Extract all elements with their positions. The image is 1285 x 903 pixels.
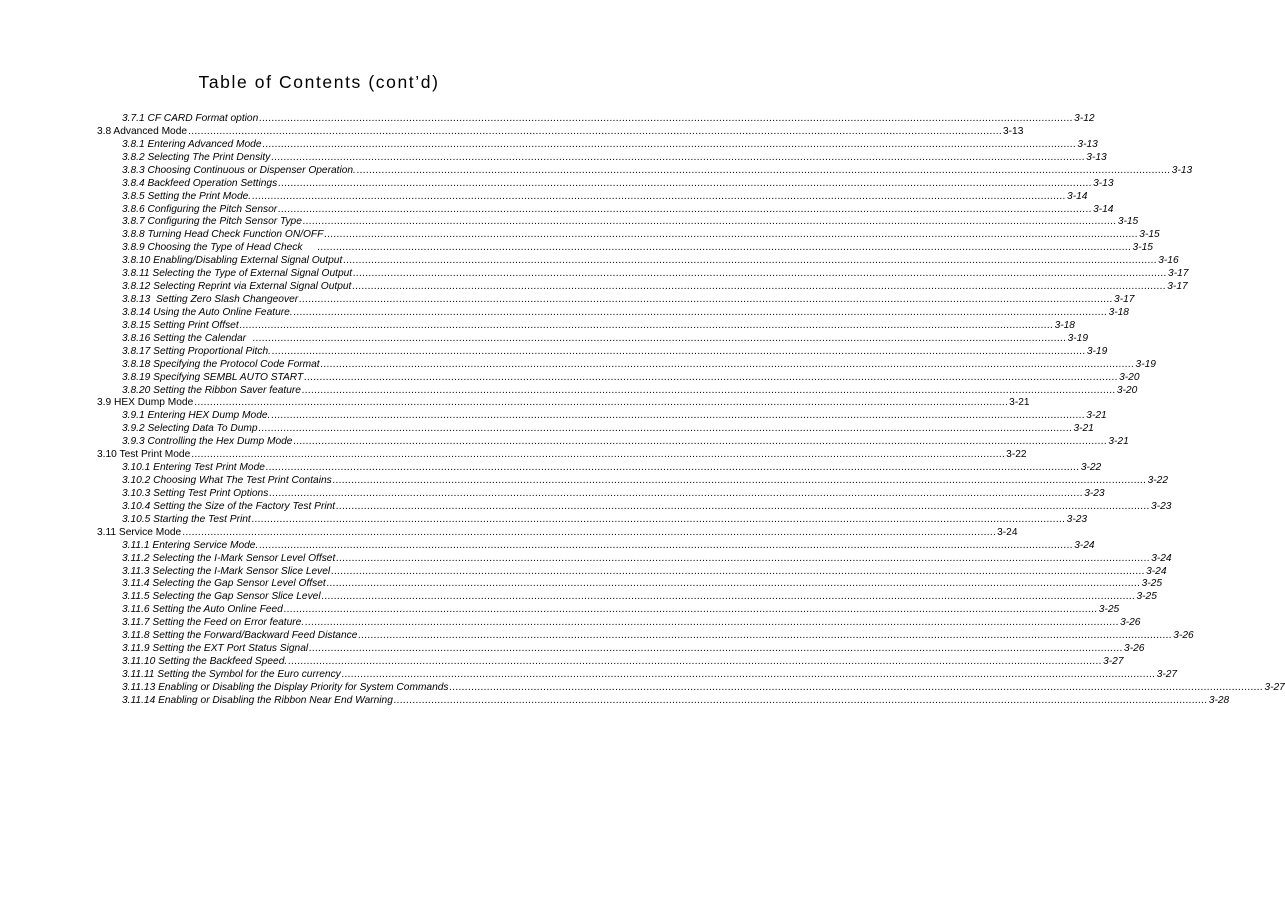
toc-dot-leader: .................................................................................................................................................................................................................................................................... bbox=[352, 281, 1167, 293]
toc-entry-title: 3.10.3 Setting Test Print Options bbox=[122, 487, 269, 499]
toc-entry-page: 3-19 bbox=[1067, 332, 1088, 344]
toc-subsection-entry[interactable] bbox=[122, 371, 1140, 384]
toc-entry-page: 3-26 bbox=[1124, 643, 1145, 655]
toc-subsection-entry[interactable] bbox=[122, 267, 1189, 280]
toc-entry-page: 3-13 bbox=[1086, 151, 1107, 163]
toc-subsection-entry[interactable] bbox=[122, 112, 1095, 125]
toc-dot-leader: .................................................................................................................................................................................................................................................................... bbox=[188, 125, 1002, 137]
toc-dot-leader: .................................................................................................................................................................................................................................................................... bbox=[358, 630, 1173, 642]
toc-entry-title: 3.8.3 Choosing Continuous or Dispenser Operation. bbox=[122, 164, 356, 176]
toc-entry-title: 3.11.1 Entering Service Mode. bbox=[122, 539, 259, 551]
toc-entry-title: 3.8.12 Selecting Reprint via External Signal Output bbox=[122, 281, 352, 293]
toc-subsection-entry[interactable] bbox=[122, 164, 1193, 177]
toc-entry-page: 3-27 bbox=[1264, 681, 1285, 693]
toc-dot-leader: .................................................................................................................................................................................................................................................................... bbox=[343, 255, 1158, 267]
toc-entry-title: 3.11.6 Setting the Auto Online Feed bbox=[122, 604, 283, 616]
toc-subsection-entry[interactable] bbox=[122, 577, 1162, 590]
toc-section-entry[interactable] bbox=[97, 396, 1030, 409]
toc-section-entry[interactable] bbox=[97, 448, 1027, 461]
toc-entry-page: 3-27 bbox=[1156, 668, 1178, 680]
toc-entry-title: 3.11.5 Selecting the Gap Sensor Slice Level bbox=[122, 591, 321, 603]
toc-subsection-entry[interactable] bbox=[122, 332, 1088, 345]
toc-entry-page: 3-24 bbox=[1074, 539, 1095, 551]
toc-entry-page: 3-23 bbox=[1151, 500, 1172, 512]
toc-dot-leader: .................................................................................................................................................................................................................................................................... bbox=[239, 319, 1054, 331]
toc-subsection-entry[interactable] bbox=[122, 629, 1194, 642]
toc-entry-title: 3.10.4 Setting the Size of the Factory Test Print bbox=[122, 500, 336, 512]
toc-subsection-entry[interactable] bbox=[122, 552, 1172, 565]
toc-entry-page: 3-22 bbox=[1006, 449, 1027, 461]
toc-subsection-entry[interactable] bbox=[122, 228, 1160, 241]
toc-entry-page: 3-26 bbox=[1120, 617, 1141, 629]
toc-dot-leader: .................................................................................................................................................................................................................................................................... bbox=[278, 177, 1093, 189]
toc-entry-page: 3-20 bbox=[1119, 371, 1140, 383]
toc-entry-page: 3-15 bbox=[1139, 229, 1160, 241]
toc-entry-title: 3.11.4 Selecting the Gap Sensor Level Offset bbox=[122, 578, 326, 590]
toc-entry-title: 3.8.11 Selecting the Type of External Signal Output bbox=[122, 268, 353, 280]
toc-entry-page: 3-21 bbox=[1073, 423, 1094, 435]
toc-subsection-entry[interactable] bbox=[122, 190, 1088, 203]
toc-subsection-entry[interactable] bbox=[122, 539, 1095, 552]
toc-entry-title: 3.9 HEX Dump Mode bbox=[97, 397, 194, 409]
toc-subsection-entry[interactable] bbox=[122, 422, 1094, 435]
toc-entry-title: 3.8.13 Setting Zero Slash Changeover bbox=[122, 294, 299, 306]
toc-entry-title: 3.11.3 Selecting the I-Mark Sensor Slice Level bbox=[122, 565, 331, 577]
toc-subsection-entry[interactable] bbox=[122, 203, 1114, 216]
toc-subsection-entry[interactable] bbox=[122, 474, 1169, 487]
toc-subsection-entry[interactable] bbox=[122, 616, 1141, 629]
toc-subsection-entry[interactable] bbox=[122, 655, 1124, 668]
toc-entry-title: 3.8.8 Turning Head Check Function ON/OFF bbox=[122, 229, 324, 241]
toc-dot-leader: .................................................................................................................................................................................................................................................................... bbox=[393, 694, 1208, 706]
toc-dot-leader: .................................................................................................................................................................................................................................................................... bbox=[271, 410, 1086, 422]
toc-entry-title: 3.11.7 Setting the Feed on Error feature. bbox=[122, 617, 305, 629]
toc-section-entry[interactable] bbox=[97, 526, 1018, 539]
toc-entry-page: 3-26 bbox=[1173, 630, 1194, 642]
toc-entry-title: 3.10 Test Print Mode bbox=[97, 449, 191, 461]
toc-subsection-entry[interactable] bbox=[122, 590, 1157, 603]
toc-entry-page: 3-14 bbox=[1067, 190, 1088, 202]
toc-entry-page: 3-23 bbox=[1066, 513, 1088, 525]
toc-dot-leader: .................................................................................................................................................................................................................................................................... bbox=[336, 500, 1151, 512]
toc-dot-leader: .................................................................................................................................................................................................................................................................... bbox=[259, 113, 1074, 124]
toc-dot-leader: .................................................................................................................................................................................................................................................................... bbox=[288, 656, 1103, 668]
toc-entry-title: 3.11.13 Enabling or Disabling the Display Priority for System Commands bbox=[122, 681, 449, 693]
toc-dot-leader: .................................................................................................................................................................................................................................................................... bbox=[356, 164, 1171, 176]
toc-entry-page: 3-21 bbox=[1108, 436, 1129, 448]
toc-dot-leader: .................................................................................................................................................................................................................................................................... bbox=[265, 462, 1080, 474]
toc-dot-leader: .................................................................................................................................................................................................................................................................... bbox=[341, 668, 1156, 680]
toc-entry-title: 3.10.5 Starting the Test Print bbox=[122, 513, 251, 525]
toc-dot-leader: .................................................................................................................................................................................................................................................................... bbox=[182, 526, 997, 538]
page-title: Table of Contents (cont’d) bbox=[198, 72, 440, 92]
toc-subsection-entry[interactable] bbox=[122, 409, 1107, 422]
toc-dot-leader: .................................................................................................................................................................................................................................................................... bbox=[304, 371, 1119, 383]
toc-entry-page: 3-22 bbox=[1147, 475, 1169, 487]
toc-entry-page: 3-17 bbox=[1168, 268, 1189, 280]
toc-subsection-entry[interactable] bbox=[122, 487, 1105, 500]
toc-dot-leader: .................................................................................................................................................................................................................................................................... bbox=[252, 190, 1067, 202]
toc-entry-page: 3-16 bbox=[1158, 255, 1179, 267]
toc-dot-leader: .................................................................................................................................................................................................................................................................... bbox=[320, 358, 1135, 370]
toc-entry-title: 3.9.3 Controlling the Hex Dump Mode bbox=[122, 436, 293, 448]
toc-entry-title: 3.8.16 Setting the Calendar bbox=[122, 332, 252, 344]
toc-entry-title: 3.8.7 Configuring the Pitch Sensor Type bbox=[122, 216, 302, 228]
toc-subsection-entry[interactable] bbox=[122, 384, 1138, 397]
toc-entry-page: 3-14 bbox=[1093, 203, 1114, 215]
toc-dot-leader: .................................................................................................................................................................................................................................................................... bbox=[191, 449, 1006, 461]
toc-dot-leader: .................................................................................................................................................................................................................................................................... bbox=[271, 151, 1086, 163]
toc-entry-title: 3.8.5 Setting the Print Mode. bbox=[122, 190, 252, 202]
toc-dot-leader: .................................................................................................................................................................................................................................................................... bbox=[332, 475, 1147, 487]
toc-subsection-entry[interactable] bbox=[122, 151, 1107, 164]
toc-entry-title: 3.8.14 Using the Auto Online Feature. bbox=[122, 306, 293, 318]
toc-subsection-entry[interactable] bbox=[122, 565, 1167, 578]
toc-entry-page: 3-15 bbox=[1117, 216, 1139, 228]
toc-entry-page: 3-27 bbox=[1103, 656, 1124, 668]
toc-subsection-entry[interactable] bbox=[122, 642, 1145, 655]
toc-subsection-entry[interactable] bbox=[122, 513, 1088, 526]
toc-dot-leader: .................................................................................................................................................................................................................................................................... bbox=[326, 578, 1141, 590]
toc-subsection-entry[interactable] bbox=[122, 461, 1102, 474]
toc-section-entry[interactable] bbox=[97, 125, 1024, 138]
toc-dot-leader: .................................................................................................................................................................................................................................................................... bbox=[293, 306, 1108, 318]
toc-entry-page: 3-12 bbox=[1074, 113, 1095, 124]
toc-subsection-entry[interactable] bbox=[122, 345, 1108, 358]
toc-entry-title: 3.8.17 Setting Proportional Pitch. bbox=[122, 345, 271, 357]
toc-entry-page: 3-21 bbox=[1009, 397, 1030, 409]
toc-entry-page: 3-17 bbox=[1167, 281, 1188, 293]
toc-dot-leader: .................................................................................................................................................................................................................................................................... bbox=[258, 423, 1073, 435]
toc-entry-page: 3-21 bbox=[1086, 410, 1107, 422]
toc-entry-page: 3-13 bbox=[1002, 125, 1024, 137]
toc-entry-title: 3.10.1 Entering Test Print Mode bbox=[122, 462, 265, 474]
toc-dot-leader: .................................................................................................................................................................................................................................................................... bbox=[449, 681, 1264, 693]
toc-entry-page: 3-19 bbox=[1135, 358, 1156, 370]
toc-dot-leader: .................................................................................................................................................................................................................................................................... bbox=[321, 591, 1136, 603]
toc-dot-leader: .................................................................................................................................................................................................................................................................... bbox=[283, 604, 1098, 616]
toc-subsection-entry[interactable] bbox=[122, 138, 1098, 151]
toc-dot-leader: .................................................................................................................................................................................................................................................................... bbox=[331, 565, 1146, 577]
toc-entry-title: 3.9.1 Entering HEX Dump Mode. bbox=[122, 410, 271, 422]
toc-subsection-entry[interactable] bbox=[122, 500, 1172, 513]
toc-dot-leader: .................................................................................................................................................................................................................................................................... bbox=[194, 397, 1009, 409]
toc-entry-title: 3.8.20 Setting the Ribbon Saver feature bbox=[122, 384, 301, 396]
toc-entry-title: 3.11.11 Setting the Symbol for the Euro currency bbox=[122, 668, 341, 680]
toc-subsection-entry[interactable] bbox=[122, 668, 1178, 681]
toc-entry-title: 3.11.8 Setting the Forward/Backward Feed Distance bbox=[122, 630, 358, 642]
toc-entry-page: 3-18 bbox=[1108, 306, 1129, 318]
toc-dot-leader: .................................................................................................................................................................................................................................................................... bbox=[309, 643, 1124, 655]
toc-entry-page: 3-23 bbox=[1084, 487, 1105, 499]
toc-dot-leader: .................................................................................................................................................................................................................................................................... bbox=[299, 294, 1114, 306]
toc-dot-leader: .................................................................................................................................................................................................................................................................... bbox=[293, 436, 1108, 448]
toc-dot-leader: .................................................................................................................................................................................................................................................................... bbox=[259, 539, 1074, 551]
toc-subsection-entry[interactable] bbox=[122, 603, 1120, 616]
toc-subsection-entry[interactable] bbox=[122, 694, 1230, 707]
toc-entry-title: 3.8.15 Setting Print Offset bbox=[122, 319, 239, 331]
toc-entry-title: 3.8.18 Specifying the Protocol Code Format bbox=[122, 358, 320, 370]
toc-dot-leader: .................................................................................................................................................................................................................................................................... bbox=[353, 268, 1168, 280]
toc-subsection-entry[interactable] bbox=[122, 435, 1129, 448]
toc-entry-page: 3-13 bbox=[1093, 177, 1114, 189]
toc-entry-page: 3-25 bbox=[1141, 578, 1162, 590]
toc-subsection-entry[interactable] bbox=[122, 319, 1075, 332]
toc-entry-page: 3-24 bbox=[997, 526, 1018, 538]
toc-entry-page: 3-13 bbox=[1171, 164, 1193, 176]
toc-entry-title: 3.8.6 Configuring the Pitch Sensor bbox=[122, 203, 278, 215]
toc-entry-page: 3-17 bbox=[1114, 294, 1135, 306]
toc-entry-title: 3.8.1 Entering Advanced Mode bbox=[122, 138, 262, 150]
toc-entry-page: 3-28 bbox=[1208, 694, 1230, 706]
toc-entry-title: 3.11.10 Setting the Backfeed Speed. bbox=[122, 656, 288, 668]
toc-entry-title: 3.8.10 Enabling/Disabling External Signal Output bbox=[122, 255, 343, 267]
toc-dot-leader: .................................................................................................................................................................................................................................................................... bbox=[336, 552, 1151, 564]
toc-entry-page: 3-25 bbox=[1136, 591, 1157, 603]
toc-subsection-entry[interactable] bbox=[122, 280, 1188, 293]
toc-dot-leader: .................................................................................................................................................................................................................................................................... bbox=[251, 513, 1066, 525]
toc-dot-leader: .................................................................................................................................................................................................................................................................... bbox=[271, 345, 1086, 357]
toc-entry-page: 3-18 bbox=[1054, 319, 1075, 331]
toc-entry-title: 3.10.2 Choosing What The Test Print Contains bbox=[122, 475, 332, 487]
toc-entry-title: 3.9.2 Selecting Data To Dump bbox=[122, 423, 258, 435]
toc-entry-page: 3-19 bbox=[1086, 345, 1108, 357]
toc-dot-leader: .................................................................................................................................................................................................................................................................... bbox=[324, 229, 1139, 241]
toc-subsection-entry[interactable] bbox=[122, 215, 1139, 228]
toc-dot-leader: .................................................................................................................................................................................................................................................................... bbox=[302, 216, 1117, 228]
toc-entry-page: 3-15 bbox=[1132, 242, 1153, 254]
toc-entry-title: 3.11 Service Mode bbox=[97, 526, 182, 538]
toc-entry-page: 3-24 bbox=[1151, 552, 1172, 564]
toc-subsection-entry[interactable] bbox=[122, 681, 1285, 694]
toc-dot-leader: .................................................................................................................................................................................................................................................................... bbox=[269, 487, 1084, 499]
toc-dot-leader: .................................................................................................................................................................................................................................................................... bbox=[305, 617, 1120, 629]
toc-entry-page: 3-13 bbox=[1077, 138, 1098, 150]
toc-dot-leader: .................................................................................................................................................................................................................................................................... bbox=[262, 138, 1077, 150]
toc-dot-leader: .................................................................................................................................................................................................................................................................... bbox=[278, 203, 1093, 215]
toc-entry-page: 3-25 bbox=[1098, 604, 1120, 616]
toc-entry-title: 3.8.4 Backfeed Operation Settings bbox=[122, 177, 278, 189]
toc-entry-title: 3.11.9 Setting the EXT Port Status Signal bbox=[122, 643, 309, 655]
toc-dot-leader: .................................................................................................................................................................................................................................................................... bbox=[317, 242, 1132, 254]
toc-subsection-entry[interactable] bbox=[122, 254, 1179, 267]
toc-entry-title: 3.7.1 CF CARD Format option bbox=[122, 113, 259, 124]
toc-subsection-entry[interactable] bbox=[122, 177, 1114, 190]
toc-entry-page: 3-22 bbox=[1080, 462, 1102, 474]
toc-entry-page: 3-24 bbox=[1146, 565, 1167, 577]
toc-entry-title: 3.8.19 Specifying SEMBL AUTO START bbox=[122, 371, 304, 383]
toc-entry-page: 3-20 bbox=[1116, 384, 1138, 396]
toc-subsection-entry[interactable] bbox=[122, 241, 1153, 254]
toc-entry-title: 3.11.14 Enabling or Disabling the Ribbon Near End Warning bbox=[122, 694, 393, 706]
toc-entry-title: 3.11.2 Selecting the I-Mark Sensor Level Offset bbox=[122, 552, 336, 564]
toc-entry-title: 3.8 Advanced Mode bbox=[97, 125, 188, 137]
toc-entry-title: 3.8.2 Selecting The Print Density bbox=[122, 151, 271, 163]
toc-subsection-entry[interactable] bbox=[122, 293, 1135, 306]
toc-subsection-entry[interactable] bbox=[122, 358, 1156, 371]
toc-dot-leader: .................................................................................................................................................................................................................................................................... bbox=[252, 332, 1067, 344]
toc-dot-leader: .................................................................................................................................................................................................................................................................... bbox=[301, 384, 1116, 396]
toc-subsection-entry[interactable] bbox=[122, 306, 1129, 319]
toc-entry-title: 3.8.9 Choosing the Type of Head Check bbox=[122, 242, 317, 254]
